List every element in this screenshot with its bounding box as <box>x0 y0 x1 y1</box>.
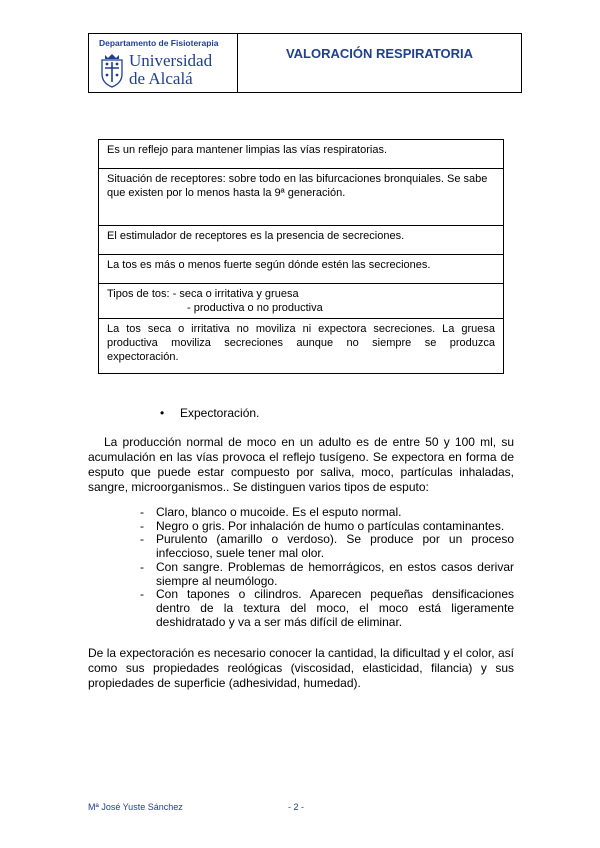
document-title: VALORACIÓN RESPIRATORIA <box>285 46 474 61</box>
section-heading <box>160 406 259 420</box>
list-item <box>140 506 514 520</box>
table-row <box>99 140 504 169</box>
list-item-text: Con tapones o cilindros. Aparecen pequeñas densificaciones dentro de la textura del moco, el moco está ligeramente deshidratado y va a ser más difícil de eliminar. <box>156 587 514 629</box>
sputum-types-list <box>140 506 514 629</box>
table-row <box>99 284 504 319</box>
university-crest-icon <box>99 52 125 88</box>
title-block <box>238 34 521 92</box>
dash-marker: - <box>140 559 144 574</box>
table-cell: La tos seca o irritativa no moviliza ni expectora secreciones. La gruesa productiva moviliza secreciones aunque no siempre se produzca expectoración. <box>99 319 504 374</box>
list-item <box>140 561 514 588</box>
cough-types-line1: Tipos de tos: - seca o irritativa y gruesa <box>107 288 299 300</box>
list-item-text: Claro, blanco o mucoide. Es el esputo normal. <box>156 505 402 519</box>
paragraph-moco: La producción normal de moco en un adulto es de entre 50 y 100 ml, su acumulación en las vías provoca el reflejo tusígeno. Se expectora en forma de esputo que puede estar compuesto por saliva, moco, partículas inhaladas, sangre, microorganismos.. Se distinguen varios tipos de esputo: <box>88 435 514 494</box>
list-item <box>140 533 514 560</box>
table-row <box>99 169 504 226</box>
list-item <box>140 588 514 629</box>
table-cell <box>99 284 504 319</box>
dash-marker: - <box>140 587 144 602</box>
list-item-text: Negro o gris. Por inhalación de humo o partículas contaminantes. <box>156 518 505 533</box>
paragraph-expectoracion: De la expectoración es necesario conocer la cantidad, la dificultad y el color, así como sus propiedades reológicas (viscosidad, elasticidad, filancia) y sus propiedades de superficie (adhesividad, humedad). <box>88 646 514 690</box>
university-logo-block <box>89 34 238 92</box>
table-cell: Es un reflejo para mantener limpias las vías respiratorias. <box>99 140 504 169</box>
university-name-line2: de Alcalá <box>129 69 193 88</box>
cough-facts-table <box>98 139 504 374</box>
dash-marker: - <box>140 518 144 533</box>
section-heading-text: Expectoración. <box>180 406 260 420</box>
list-item-text: Con sangre. Problemas de hemorrágicos, en estos casos derivar siempre al neumólogo. <box>156 559 514 588</box>
table-row <box>99 226 504 255</box>
table-row <box>99 255 504 284</box>
list-item-text: Purulento (amarillo o verdoso). Se produce por un proceso infeccioso, suele tener mal olor. <box>156 532 514 561</box>
bullet-icon: • <box>160 406 165 420</box>
dash-marker: - <box>140 505 144 519</box>
table-cell: El estimulador de receptores es la presencia de secreciones. <box>99 226 504 255</box>
university-name-line1: Universidad <box>129 51 213 70</box>
page-header <box>88 33 522 93</box>
cough-types-line2: - productiva o no productiva <box>187 302 323 314</box>
footer-author: Mª José Yuste Sánchez <box>88 802 183 812</box>
department-name: Departamento de Fisioterapia <box>99 38 219 48</box>
table-row <box>99 319 504 374</box>
dash-marker: - <box>140 532 144 547</box>
table-cell: Situación de receptores: sobre todo en las bifurcaciones bronquiales. Se sabe que existen por lo menos hasta la 9ª generación. <box>99 169 504 226</box>
table-cell: La tos es más o menos fuerte según dónde estén las secreciones. <box>99 255 504 284</box>
footer-page-number: - 2 - <box>288 802 305 812</box>
list-item <box>140 520 514 534</box>
